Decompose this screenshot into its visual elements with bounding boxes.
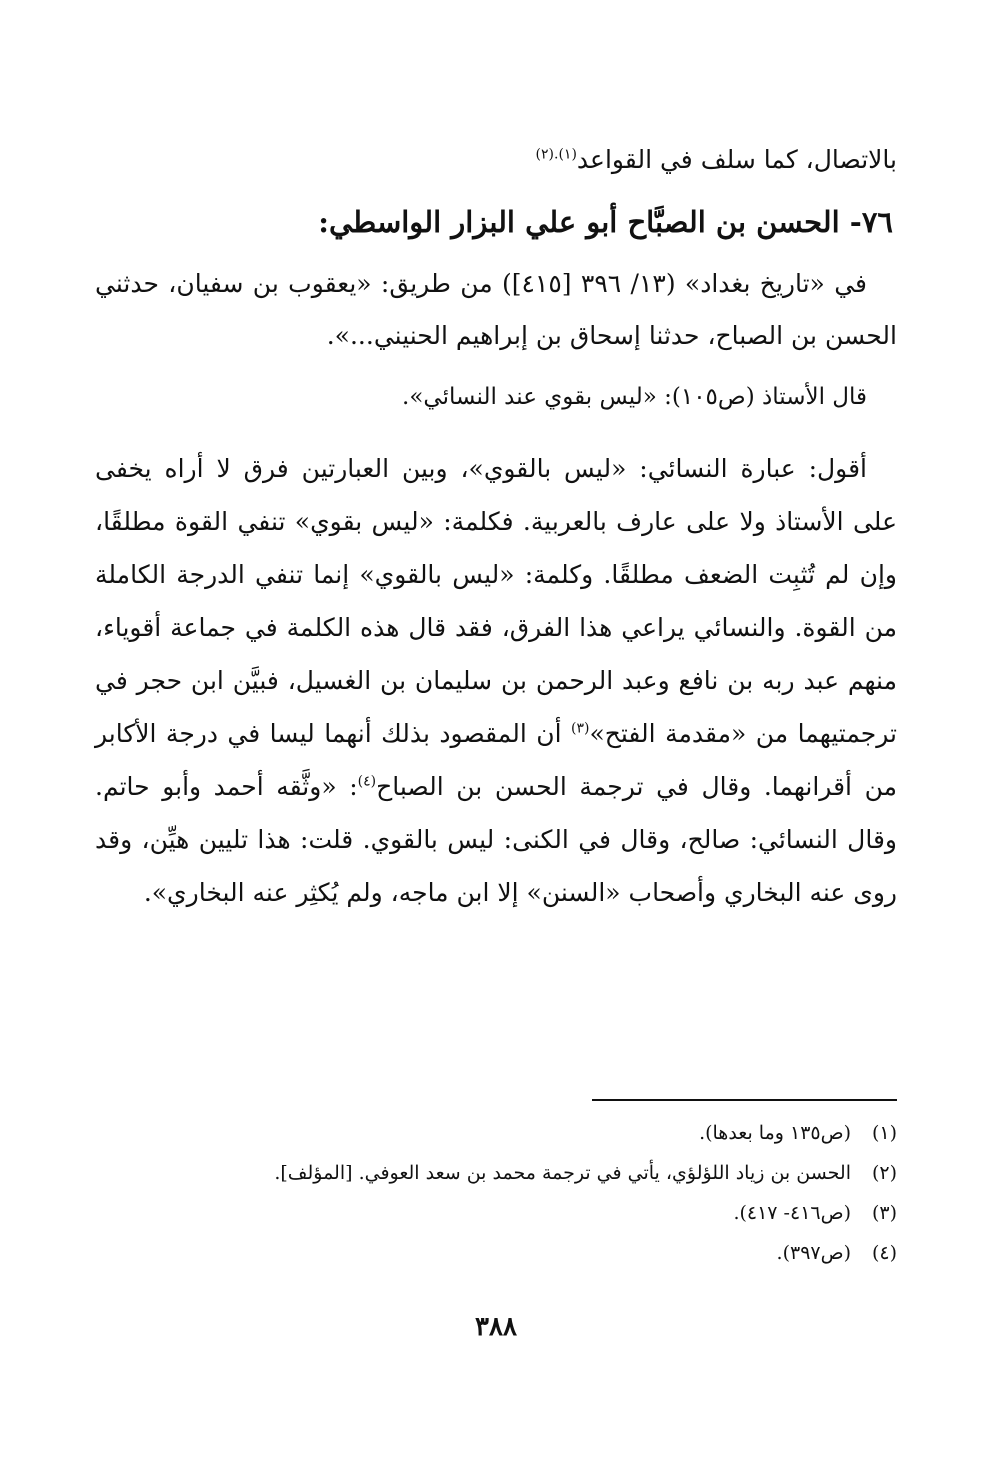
footnote-ref-3[interactable]: (٣) bbox=[570, 720, 590, 737]
continuation-line bbox=[95, 140, 897, 180]
footnote-number: (٣) bbox=[871, 1202, 897, 1224]
paragraph-response-part2: أن المقصود بذلك أنهما ليسا في درجة الأكابر من أقرانهما. وقال في ترجمة الحسن بن الصباح bbox=[95, 719, 897, 801]
entry-heading: ٧٦- الحسن بن الصبَّاح أبو علي البزار الواسطي: bbox=[318, 205, 893, 239]
paragraph-response bbox=[95, 442, 897, 919]
footnotes bbox=[95, 1113, 897, 1273]
page-number: ٣٨٨ bbox=[475, 1312, 517, 1342]
footnote-item bbox=[95, 1113, 897, 1153]
continuation-text: بالاتصال، كما سلف في القواعد bbox=[576, 145, 897, 174]
footnote-text: (ص٤١٦- ٤١٧). bbox=[733, 1202, 851, 1224]
footnote-item bbox=[95, 1153, 897, 1193]
footnote-number: (١) bbox=[871, 1122, 897, 1144]
paragraph-response-part3: : «وثَّقه أحمد وأبو حاتم. وقال النسائي: صالح، وقال في الكنى: ليس بالقوي. قلت: هذا تليين هيِّن، وقد روى عنه البخاري وأصحاب «السنن» إلا ابن ماجه، ولم يُكثِر عنه البخاري». bbox=[95, 772, 897, 907]
footnote-divider bbox=[592, 1099, 897, 1101]
footnote-text: (ص٣٩٧). bbox=[776, 1242, 851, 1264]
page-body bbox=[95, 140, 897, 931]
footnote-item bbox=[95, 1233, 897, 1273]
paragraph-source: في «تاريخ بغداد» (١٣/ ٣٩٦ [٤١٥]) من طريق: «يعقوب بن سفيان، حدثني الحسن بن الصباح، حدثنا إسحاق بن إبراهيم الحنيني...». bbox=[95, 269, 897, 350]
footnote-number: (٢) bbox=[871, 1162, 897, 1184]
footnote-text: الحسن بن زياد اللؤلؤي، يأتي في ترجمة محمد بن سعد العوفي. [المؤلف]. bbox=[274, 1162, 851, 1184]
paragraph-quote: قال الأستاذ (ص١٠٥): «ليس بقوي عند النسائي». bbox=[402, 384, 867, 410]
footnote-refs[interactable]: (١).(٢) bbox=[535, 146, 577, 163]
footnote-ref-4[interactable]: (٤) bbox=[357, 773, 377, 790]
paragraph-response-part1: أقول: عبارة النسائي: «ليس بالقوي»، وبين العبارتين فرق لا أراه يخفى على الأستاذ ولا على عارف بالعربية. فكلمة: «ليس بقوي» تنفي القوة مطلقًا، وإن لم تُثبِت الضعف مطلقًا. وكلمة: «ليس بالقوي» إنما تنفي الدرجة الكاملة من القوة. والنسائي يراعي هذا الفرق، فقد قال هذه الكلمة في جماعة أقوياء، منهم عبد ربه بن نافع وعبد الرحمن بن سليمان بن الغسيل، فبيَّن ابن حجر في ترجمتيهما من «مقدمة الفتح» bbox=[95, 454, 897, 748]
footnote-text: (ص١٣٥ وما بعدها). bbox=[699, 1122, 851, 1144]
footnote-number: (٤) bbox=[871, 1242, 897, 1264]
footnote-item bbox=[95, 1193, 897, 1233]
